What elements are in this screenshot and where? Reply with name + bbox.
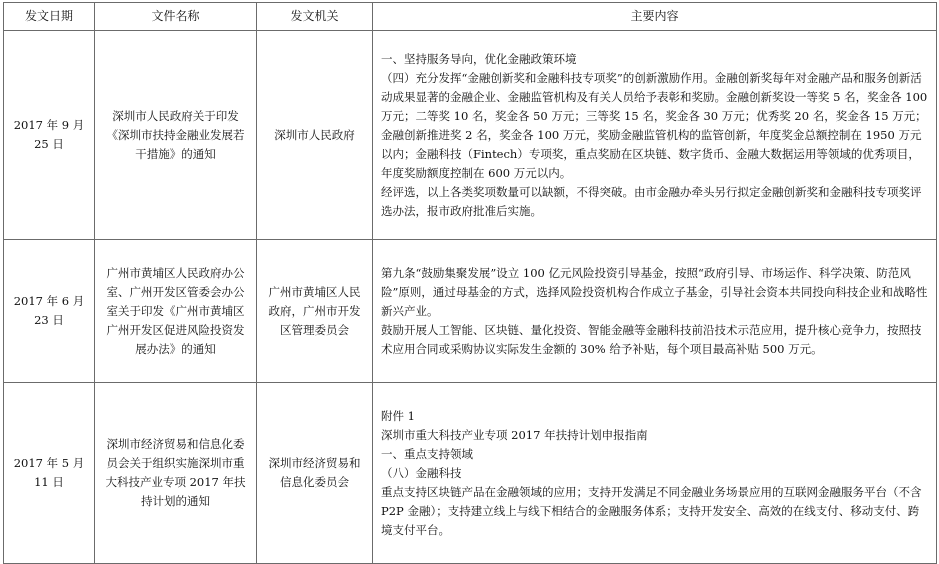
cell-issuer: 深圳市人民政府 xyxy=(257,31,373,240)
cell-title: 广州市黄埔区人民政府办公室、广州开发区管委会办公室关于印发《广州市黄埔区广州开发区促进风险投资发展办法》的通知 xyxy=(95,240,257,383)
policy-table xyxy=(3,2,937,564)
cell-content xyxy=(373,383,937,564)
content-paragraph: 经评选，以上各类奖项数量可以缺额，不得突破。由市金融办牵头另行拟定金融创新奖和金融科技专项奖评选办法，报市政府批准后实施。 xyxy=(381,184,922,218)
table-row xyxy=(4,383,937,564)
cell-date: 2017 年 5 月 11 日 xyxy=(4,383,95,564)
table-row xyxy=(4,240,937,383)
content-paragraph: （八）金融科技 xyxy=(381,465,462,480)
content-paragraph: 第九条“鼓励集聚发展”设立 100 亿元风险投资引导基金，按照“政府引导、市场运作、科学决策、防范风险”原则，通过母基金的方式，选择风险投资机构合作成立子基金，引导社会资本共同投向科技企业和战略性新兴产业。 xyxy=(381,265,928,318)
content-paragraph: 深圳市重大科技产业专项 2017 年扶持计划申报指南 xyxy=(381,427,648,442)
content-paragraph: 一、坚持服务导向，优化金融政策环境 xyxy=(381,51,577,66)
header-date: 发文日期 xyxy=(4,3,95,31)
content-paragraph: 附件 1 xyxy=(381,408,415,423)
cell-date: 2017 年 9 月 25 日 xyxy=(4,31,95,240)
cell-date: 2017 年 6 月 23 日 xyxy=(4,240,95,383)
cell-title: 深圳市经济贸易和信息化委员会关于组织实施深圳市重大科技产业专项 2017 年扶持计划的通知 xyxy=(95,383,257,564)
header-content: 主要内容 xyxy=(373,3,937,31)
content-paragraph: 重点支持区块链产品在金融领域的应用；支持开发满足不同金融业务场景应用的互联网金融服务平台（不含 P2P 金融）；支持建立线上与线下相结合的金融服务体系；支持开发安全、高效的在线支付、移动支付、跨境支付平台。 xyxy=(381,484,922,537)
content-paragraph: （四）充分发挥“金融创新奖和金融科技专项奖”的创新激励作用。金融创新奖每年对金融产品和服务创新活动成果显著的金融企业、金融监管机构及有关人员给予表彰和奖励。金融创新奖设一等奖 5 名，奖金各 100 万元；二等奖 10 名，奖金各 50 万元；三等奖 15 名，奖金各 30 万元；优秀奖 20 名，奖金各 15 万元；金融创新推进奖 2 名，奖金各 100 万元，奖励金融监管机构的监管创新，年度奖金总额控制在 1950 万元以内；金融科技（Fintech）专项奖，重点奖励在区块链、数字货币、金融大数据运用等领域的优秀项目，年度奖励额度控制在 600 万元以内。 xyxy=(381,70,928,180)
header-title: 文件名称 xyxy=(95,3,257,31)
cell-content xyxy=(373,31,937,240)
cell-issuer: 广州市黄埔区人民政府，广州市开发区管理委员会 xyxy=(257,240,373,383)
header-issuer: 发文机关 xyxy=(257,3,373,31)
content-paragraph: 鼓励开展人工智能、区块链、量化投资、智能金融等金融科技前沿技术示范应用，提升核心竞争力，按照技术应用合同或采购协议实际发生金额的 30% 给予补贴，每个项目最高补贴 500 万元。 xyxy=(381,322,922,356)
table-row xyxy=(4,31,937,240)
cell-content xyxy=(373,240,937,383)
table-header-row xyxy=(4,3,937,31)
cell-title: 深圳市人民政府关于印发《深圳市扶持金融业发展若干措施》的通知 xyxy=(95,31,257,240)
content-paragraph: 一、重点支持领域 xyxy=(381,446,473,461)
cell-issuer: 深圳市经济贸易和信息化委员会 xyxy=(257,383,373,564)
